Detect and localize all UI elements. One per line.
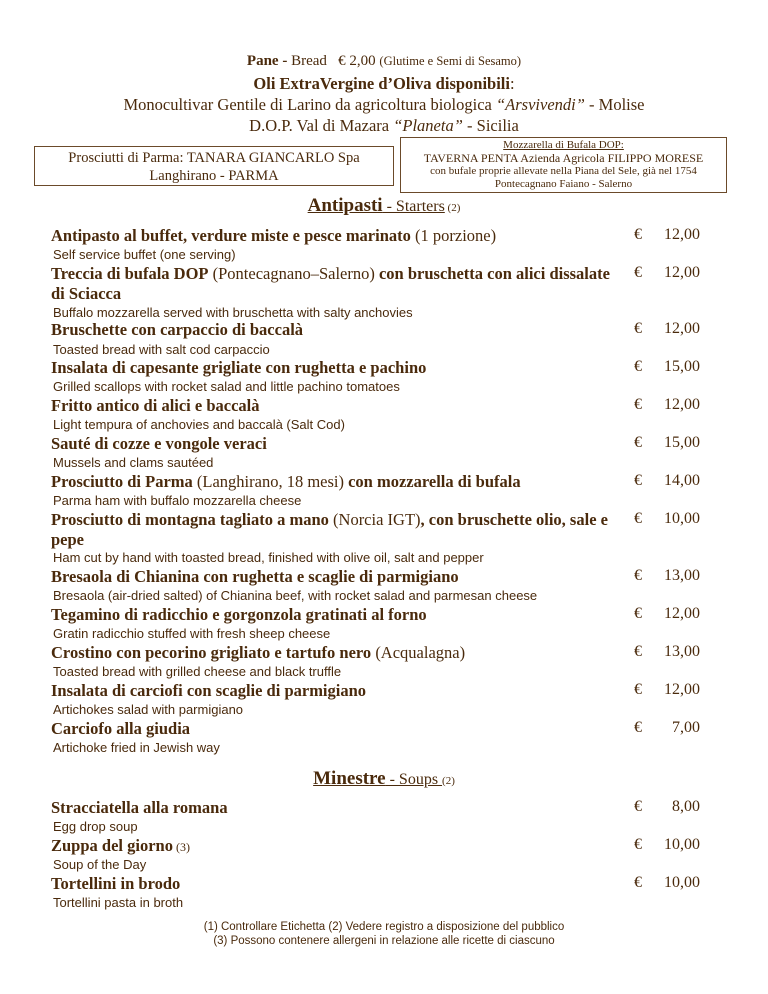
- currency: €: [634, 320, 642, 337]
- menu-item-price: [634, 643, 700, 661]
- item-name: Antipasto al buffet, verdure miste e pesce marinato: [51, 226, 411, 245]
- price-value: 12,00: [664, 264, 700, 281]
- menu-item-name: [51, 510, 616, 550]
- currency: €: [634, 396, 642, 413]
- menu-item-price: [634, 567, 700, 585]
- menu-item-name: [51, 719, 616, 739]
- menu-item-name: [51, 226, 616, 246]
- oil-line-2: [0, 116, 768, 136]
- item-name-cont: con mozzarella di bufala: [348, 472, 521, 491]
- oil-title: [0, 74, 768, 94]
- price-value: 7,00: [672, 719, 700, 736]
- item-extra: (Pontecagnano–Salerno): [208, 264, 379, 283]
- menu-item-price: [634, 320, 700, 338]
- currency: €: [634, 226, 642, 243]
- prosciutti-box-line2: Langhirano - PARMA: [149, 168, 279, 184]
- menu-item-price: [634, 605, 700, 623]
- price-value: 8,00: [672, 798, 700, 815]
- menu-item-desc: Toasted bread with grilled cheese and black truffle: [53, 664, 342, 679]
- menu-item-desc: Egg drop soup: [53, 819, 138, 834]
- menu-item-price: [634, 396, 700, 414]
- currency: €: [634, 836, 642, 853]
- price-value: 12,00: [664, 605, 700, 622]
- item-name: Fritto antico di alici e baccalà: [51, 396, 260, 415]
- item-name: Sauté di cozze e vongole veraci: [51, 434, 267, 453]
- item-name: Tegamino di radicchio e gorgonzola gratinati al forno: [51, 605, 427, 624]
- currency: €: [634, 874, 642, 891]
- menu-item-price: [634, 358, 700, 376]
- menu-item-desc: Soup of the Day: [53, 857, 147, 872]
- mozzarella-box: [400, 137, 727, 193]
- menu-item-desc: Grilled scallops with rocket salad and little pachino tomatoes: [53, 379, 400, 394]
- menu-item-price: [634, 472, 700, 490]
- currency: €: [634, 434, 642, 451]
- menu-item-desc: Toasted bread with salt cod carpaccio: [53, 342, 270, 357]
- menu-item-name: [51, 643, 616, 663]
- menu-item-price: [634, 719, 700, 737]
- menu-item-name: [51, 567, 616, 587]
- oil2-brand: “Planeta”: [393, 116, 463, 135]
- minestre-title: [0, 768, 768, 790]
- footnote-1: (1) Controllare Etichetta (2) Vedere registro a disposizione del pubblico: [203, 921, 565, 933]
- currency: €: [634, 681, 642, 698]
- currency: €: [634, 358, 642, 375]
- item-extra: (Norcia IGT): [328, 510, 421, 529]
- currency: €: [634, 264, 642, 281]
- currency: €: [634, 798, 642, 815]
- menu-item-desc: Self service buffet (one serving): [53, 247, 236, 262]
- menu-item-name: [51, 396, 616, 416]
- menu-item-name: [51, 874, 616, 894]
- menu-item-name: [51, 320, 616, 340]
- minestre-title-main: Minestre: [313, 768, 386, 789]
- menu-item-price: [634, 681, 700, 699]
- item-name: Bruschette con carpaccio di baccalà: [51, 320, 304, 339]
- item-name: Insalata di capesante grigliate con rughetta e pachino: [51, 358, 427, 377]
- price-value: 12,00: [664, 681, 700, 698]
- menu-item-desc: Light tempura of anchovies and baccalà (Salt Cod): [53, 417, 345, 432]
- price-value: 12,00: [664, 396, 700, 413]
- item-name: Insalata di carciofi con scaglie di parmigiano: [51, 681, 367, 700]
- menu-item-desc: Artichokes salad with parmigiano: [53, 702, 244, 717]
- item-name-cont: , con bruschette olio, sale e pepe: [51, 510, 608, 549]
- menu-item-desc: Gratin radicchio stuffed with fresh sheep cheese: [53, 626, 331, 641]
- price-value: 10,00: [664, 510, 700, 527]
- menu-item-name: [51, 798, 616, 818]
- footnote-2: (3) Possono contenere allergeni in relazione alle ricette di ciascuno: [213, 935, 555, 947]
- bread-line: [0, 53, 768, 70]
- menu-item-desc: Tortellini pasta in broth: [53, 895, 184, 910]
- price-value: 14,00: [664, 472, 700, 489]
- item-name: Carciofo alla giudia: [51, 719, 191, 738]
- price-value: 12,00: [664, 226, 700, 243]
- oil-line-1: [0, 95, 768, 115]
- menu-item-name: [51, 264, 616, 304]
- currency: €: [634, 472, 642, 489]
- menu-item-name: [51, 605, 616, 625]
- oil2-prefix: D.O.P. Val di Mazara: [249, 116, 394, 135]
- menu-item-price: [634, 798, 700, 816]
- bread-label: Pane -: [246, 53, 292, 69]
- menu-item-name: [51, 681, 616, 701]
- menu-item-price: [634, 434, 700, 452]
- menu-item-price: [634, 264, 700, 282]
- item-name: Prosciutto di Parma: [51, 472, 193, 491]
- prosciutti-box-line1: Prosciutti di Parma: TANARA GIANCARLO Spa: [68, 150, 360, 166]
- price-value: 15,00: [664, 434, 700, 451]
- menu-item-price: [634, 874, 700, 892]
- item-name: Zuppa del giorno: [51, 836, 173, 855]
- item-extra: (Langhirano, 18 mesi): [192, 472, 349, 491]
- item-extra: (1 porzione): [410, 226, 497, 245]
- menu-item-name: [51, 434, 616, 454]
- currency: €: [634, 719, 642, 736]
- mozzarella-box-line1: Mozzarella di Bufala DOP:: [503, 139, 624, 151]
- menu-item-price: [634, 836, 700, 854]
- mozzarella-box-line4: Pontecagnano Faiano - Salerno: [494, 178, 633, 190]
- menu-item-desc: Mussels and clams sautéed: [53, 455, 214, 470]
- menu-item-price: [634, 226, 700, 244]
- item-name-cont: con bruschetta con alici dissalate di Sciacca: [51, 264, 610, 303]
- bread-note: (Glutime e Semi di Sesamo): [379, 54, 522, 68]
- item-name: Prosciutto di montagna tagliato a mano: [51, 510, 329, 529]
- oil1-suffix: - Molise: [584, 95, 645, 114]
- currency: €: [634, 605, 642, 622]
- antipasti-title-note: (2): [444, 202, 461, 214]
- price-value: 10,00: [664, 836, 700, 853]
- menu-item-name: [51, 836, 616, 857]
- price-value: 13,00: [664, 567, 700, 584]
- menu-item-desc: Parma ham with buffalo mozzarella cheese: [53, 493, 302, 508]
- antipasti-title-main: Antipasti: [307, 195, 383, 216]
- currency: €: [634, 510, 642, 527]
- menu-item-name: [51, 472, 616, 492]
- antipasti-title: [0, 195, 768, 217]
- bread-en: Bread: [291, 53, 327, 69]
- menu-item-name: [51, 358, 616, 378]
- price-value: 15,00: [664, 358, 700, 375]
- price-value: 12,00: [664, 320, 700, 337]
- oil1-brand: “Arsvivendi”: [496, 95, 585, 114]
- menu-item-desc: Artichoke fried in Jewish way: [53, 740, 220, 755]
- menu-item-desc: Ham cut by hand with toasted bread, finished with olive oil, salt and pepper: [53, 550, 484, 565]
- price-value: 13,00: [664, 643, 700, 660]
- mozzarella-box-line3: con bufale proprie allevate nella Piana del Sele, già nel 1754: [430, 165, 697, 177]
- oil2-suffix: - Sicilia: [462, 116, 519, 135]
- oil-title-text: Oli ExtraVergine d’Oliva disponibili: [253, 74, 510, 93]
- item-extra: (Acqualagna): [371, 643, 466, 662]
- item-name: Tortellini in brodo: [51, 874, 181, 893]
- item-name: Stracciatella alla romana: [51, 798, 228, 817]
- item-name: Bresaola di Chianina con rughetta e scaglie di parmigiano: [51, 567, 459, 586]
- price-value: 10,00: [664, 874, 700, 891]
- oil-title-colon: :: [509, 74, 515, 93]
- menu-item-price: [634, 510, 700, 528]
- mozzarella-box-line2: TAVERNA PENTA Azienda Agricola FILIPPO MORESE: [423, 151, 704, 165]
- oil1-prefix: Monocultivar Gentile di Larino da agricoltura biologica: [123, 95, 496, 114]
- item-name: Crostino con pecorino grigliato e tartufo nero: [51, 643, 372, 662]
- item-name: Treccia di bufala DOP: [51, 264, 209, 283]
- item-extra: (3): [172, 840, 190, 854]
- menu-item-desc: Buffalo mozzarella served with bruschetta with salty anchovies: [53, 305, 413, 320]
- minestre-title-note: (2): [442, 775, 455, 787]
- currency: €: [634, 643, 642, 660]
- currency: €: [634, 567, 642, 584]
- antipasti-title-en: - Starters: [382, 198, 445, 215]
- menu-item-desc: Bresaola (air-dried salted) of Chianina beef, with rocket salad and parmesan cheese: [53, 588, 538, 603]
- bread-price: € 2,00: [338, 53, 376, 69]
- minestre-title-en: - Soups: [385, 771, 443, 788]
- prosciutti-box: [34, 146, 394, 186]
